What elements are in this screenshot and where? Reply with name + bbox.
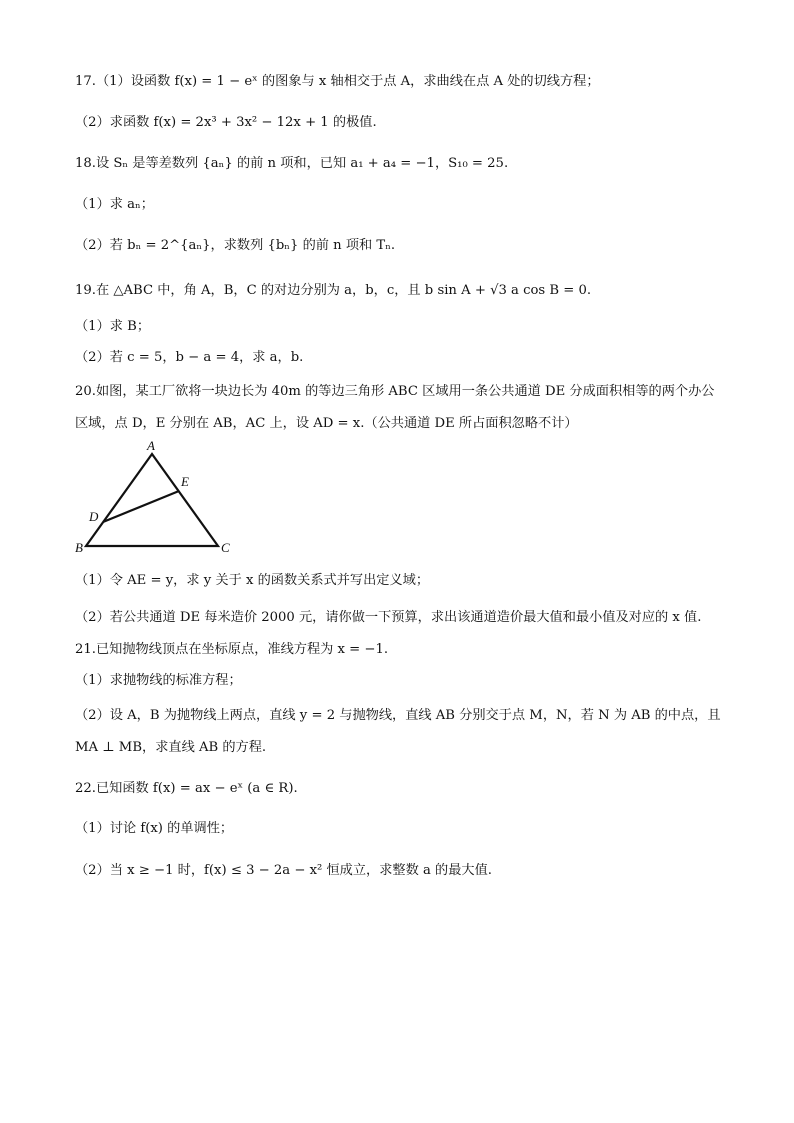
problem-21-statement: 21.已知抛物线顶点在坐标原点，准线方程为 x = −1.	[75, 642, 389, 657]
problem-22-part-2: （2）当 x ≥ −1 时，f(x) ≤ 3 − 2a − x² 恒成立，求整数 a 的最大值.	[75, 863, 492, 878]
label-b: B	[75, 540, 83, 555]
triangle-figure	[72, 440, 242, 558]
label-e: E	[181, 474, 189, 489]
problem-20-part-2: （2）若公共通道 DE 每米造价 2000 元，请你做一下预算，求出该通道造价最大值和最小值及对应的 x 值.	[75, 610, 702, 625]
problem-19-statement: 19.在 △ABC 中，角 A，B，C 的对边分别为 a，b，c，且 b sin A + √3 a cos B = 0.	[75, 283, 592, 298]
problem-21-part-2: （2）设 A，B 为抛物线上两点，直线 y = 2 与抛物线，直线 AB 分别交于点 M，N，若 N 为 AB 的中点，且 MA ⊥ MB，求直线 AB 的方程.	[75, 708, 721, 755]
label-d: D	[89, 509, 99, 524]
problem-21-part-1: （1）求抛物线的标准方程；	[75, 673, 242, 688]
problem-18-part-1: （1）求 aₙ；	[75, 197, 154, 212]
problem-22-part-1: （1）讨论 f(x) 的单调性；	[75, 821, 234, 836]
problem-22-statement: 22.已知函数 f(x) = ax − eˣ (a ∈ R).	[75, 781, 298, 796]
label-c: C	[221, 540, 230, 555]
problem-18-part-2: （2）若 bₙ = 2^{aₙ}，求数列 {bₙ} 的前 n 项和 Tₙ.	[75, 238, 396, 253]
problem-20-statement: 20.如图，某工厂欲将一块边长为 40m 的等边三角形 ABC 区域用一条公共通道 DE 分成面积相等的两个办公区域，点 D，E 分别在 AB，AC 上，设 AD = x.（公共通道 DE 所占面积忽略不计）	[75, 384, 715, 431]
problem-19-part-1: （1）求 B；	[75, 319, 151, 334]
problem-17-part-2: （2）求函数 f(x) = 2x³ + 3x² − 12x + 1 的极值.	[75, 115, 377, 130]
problem-19-part-2: （2）若 c = 5，b − a = 4，求 a，b.	[75, 350, 304, 365]
problem-20-part-1: （1）令 AE = y，求 y 关于 x 的函数关系式并写出定义域；	[75, 573, 430, 588]
problem-18-statement: 18.设 Sₙ 是等差数列 {aₙ} 的前 n 项和，已知 a₁ + a₄ = −1，S₁₀ = 25.	[75, 156, 509, 171]
label-a: A	[147, 440, 155, 453]
triangle-abc	[86, 454, 218, 546]
problem-17-part-1: 17.（1）设函数 f(x) = 1 − eˣ 的图象与 x 轴相交于点 A，求曲线在点 A 处的切线方程；	[75, 74, 600, 89]
